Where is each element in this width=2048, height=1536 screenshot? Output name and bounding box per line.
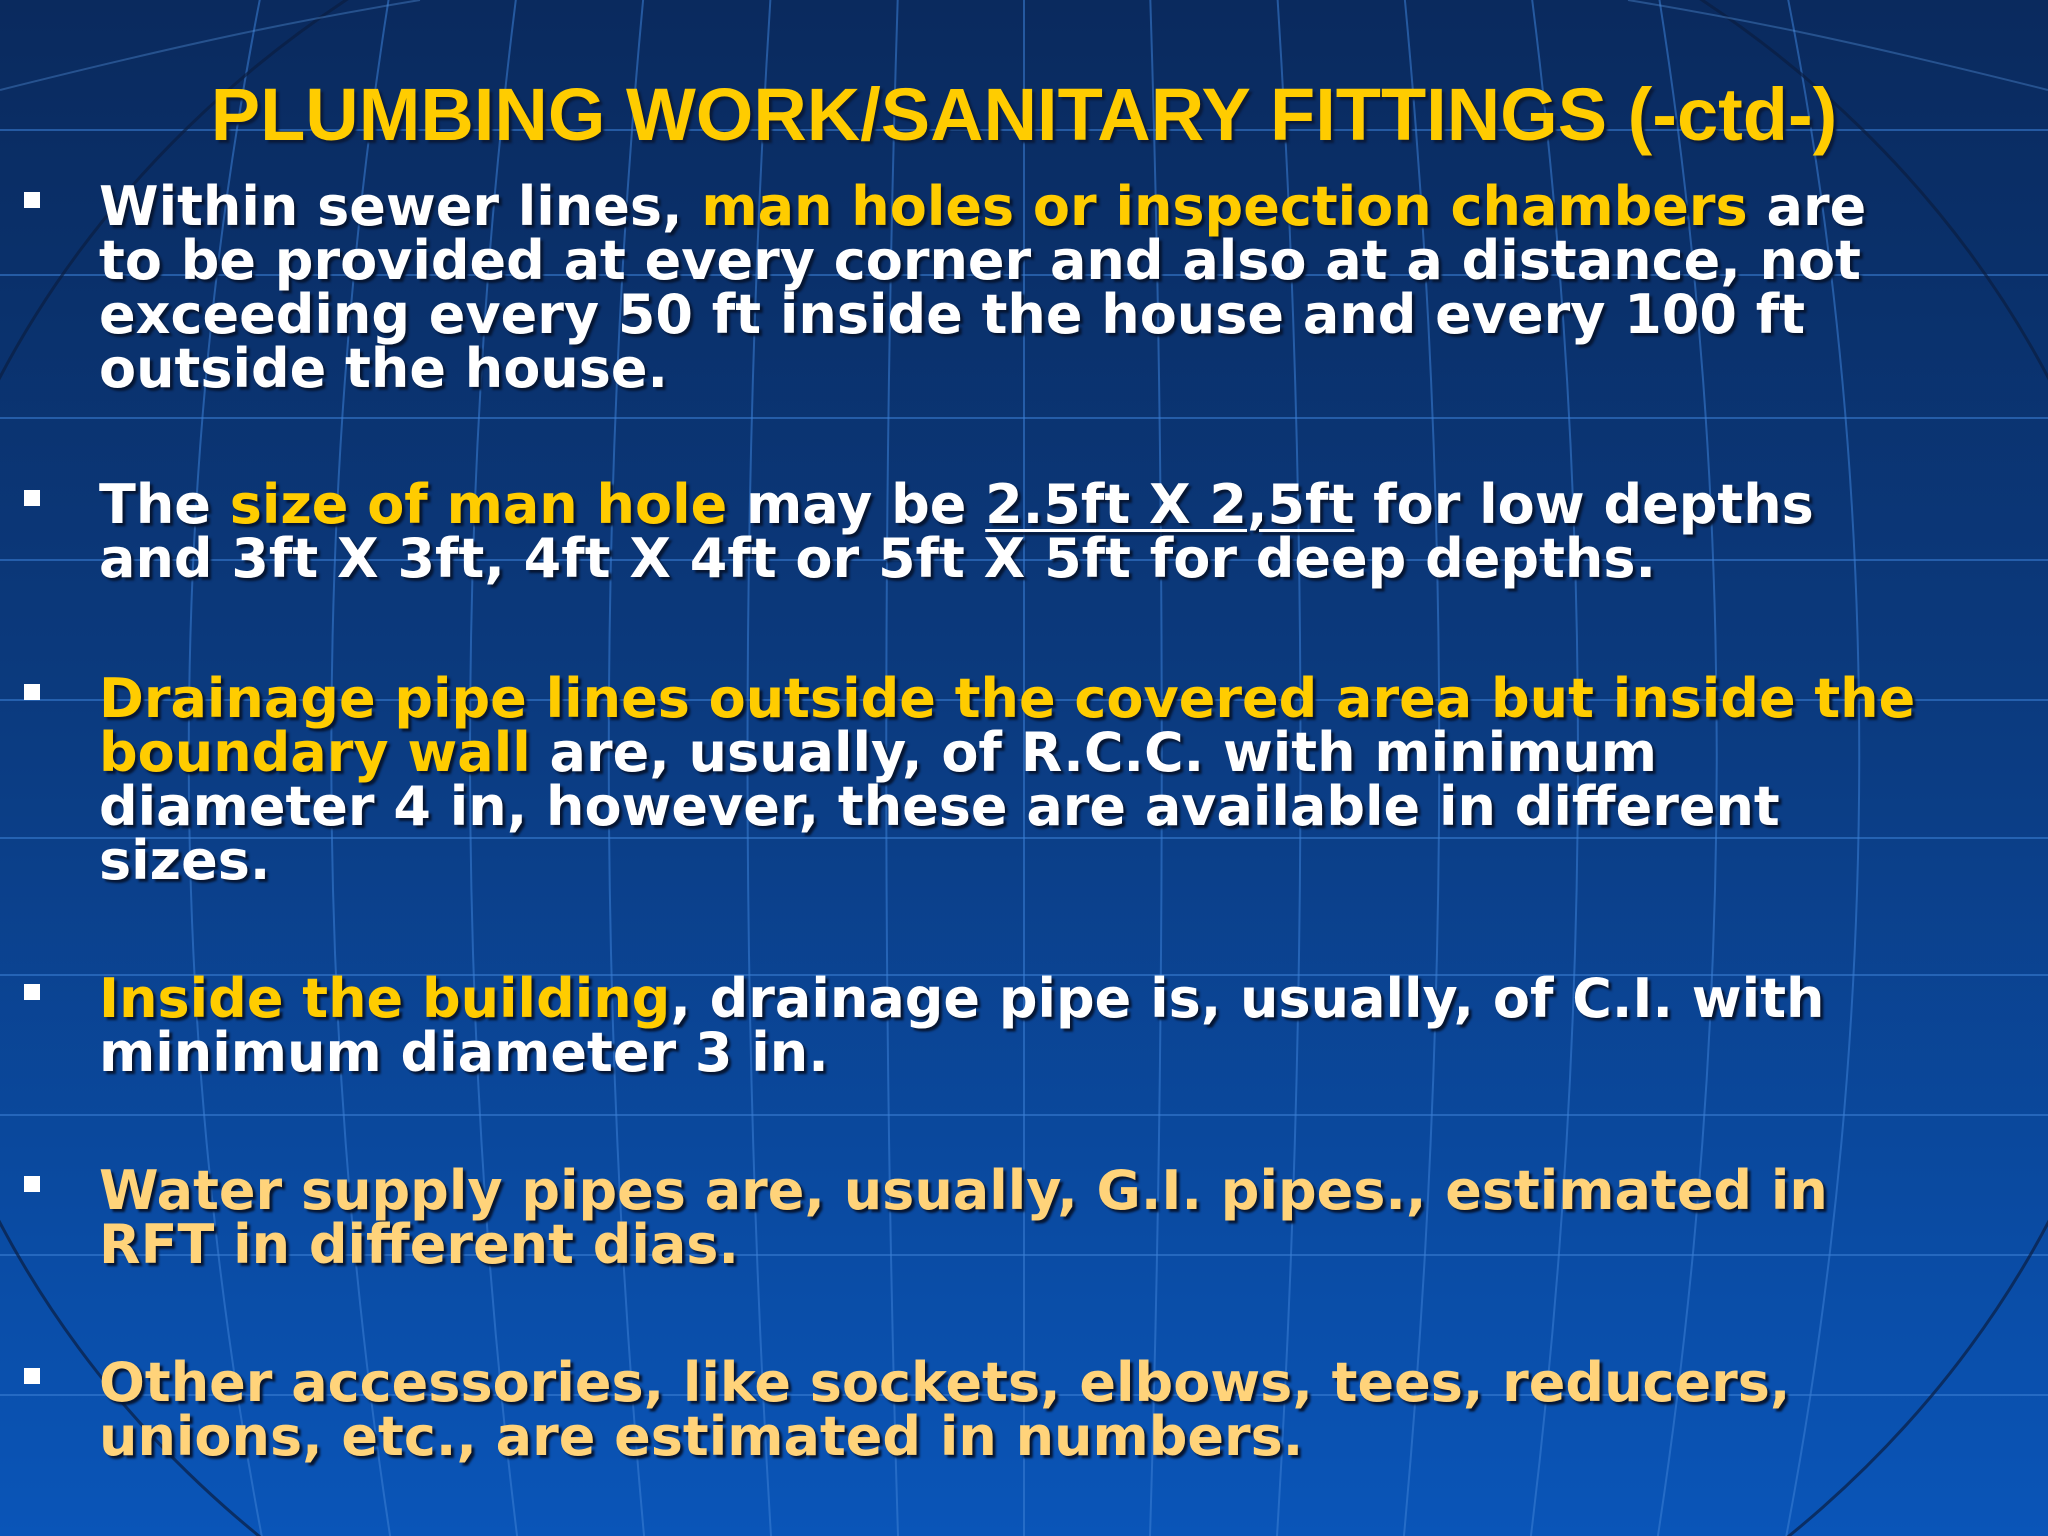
text-line: sizes. (99, 829, 271, 892)
bullet-marker (24, 490, 40, 506)
text-line (99, 473, 2019, 536)
underlined-text: 2.5ft X 2,5ft (985, 473, 1355, 536)
bullet-marker (24, 984, 40, 1000)
bullet-marker (24, 192, 40, 208)
bullet-marker (24, 1176, 40, 1192)
text-run: The (99, 473, 230, 536)
text-run: may be (727, 473, 986, 536)
text-line (99, 721, 2019, 784)
text-run: are, usually, of R.C.C. with minimum (530, 721, 1658, 784)
highlight-text: man holes or inspection chambers (701, 175, 1748, 238)
text-line: minimum diameter 3 in. (99, 1021, 829, 1084)
bullet-text (99, 1351, 2019, 1468)
bullet-text (99, 1159, 2019, 1276)
text-line: and 3ft X 3ft, 4ft X 4ft or 5ft X 5ft for deep depths. (99, 527, 1656, 590)
text-run: for low depths (1354, 473, 1814, 536)
text-run: are (1747, 175, 1867, 238)
text-line (99, 967, 2019, 1030)
bullet-marker (24, 684, 40, 700)
bullet-text (99, 967, 2019, 1084)
text-line: diameter 4 in, however, these are available in different (99, 775, 1780, 838)
text-line: Other accessories, like sockets, elbows, tees, reducers, (99, 1351, 1791, 1414)
slide-title: PLUMBING WORK/SANITARY FITTINGS (-ctd-) (210, 73, 1838, 156)
highlight-text: size of man hole (229, 473, 728, 536)
text-line: outside the house. (99, 337, 669, 400)
highlight-text: boundary wall (99, 721, 531, 784)
bullet-text (99, 667, 2019, 892)
text-run: Within sewer lines, (99, 175, 702, 238)
text-line: Drainage pipe lines outside the covered area but inside the (99, 667, 1916, 730)
bullet-text (99, 473, 2019, 590)
text-line: RFT in different dias. (99, 1213, 739, 1276)
bullet-text (99, 175, 2019, 400)
text-line (99, 175, 2019, 238)
highlight-text: Inside the building (99, 967, 671, 1030)
text-line: Water supply pipes are, usually, G.I. pipes., estimated in (99, 1159, 1828, 1222)
text-line: unions, etc., are estimated in numbers. (99, 1405, 1304, 1468)
bullet-marker (24, 1368, 40, 1384)
text-line: exceeding every 50 ft inside the house and every 100 ft (99, 283, 1806, 346)
text-run: , drainage pipe is, usually, of C.I. with (670, 967, 1825, 1030)
text-line: to be provided at every corner and also at a distance, not (99, 229, 1861, 292)
